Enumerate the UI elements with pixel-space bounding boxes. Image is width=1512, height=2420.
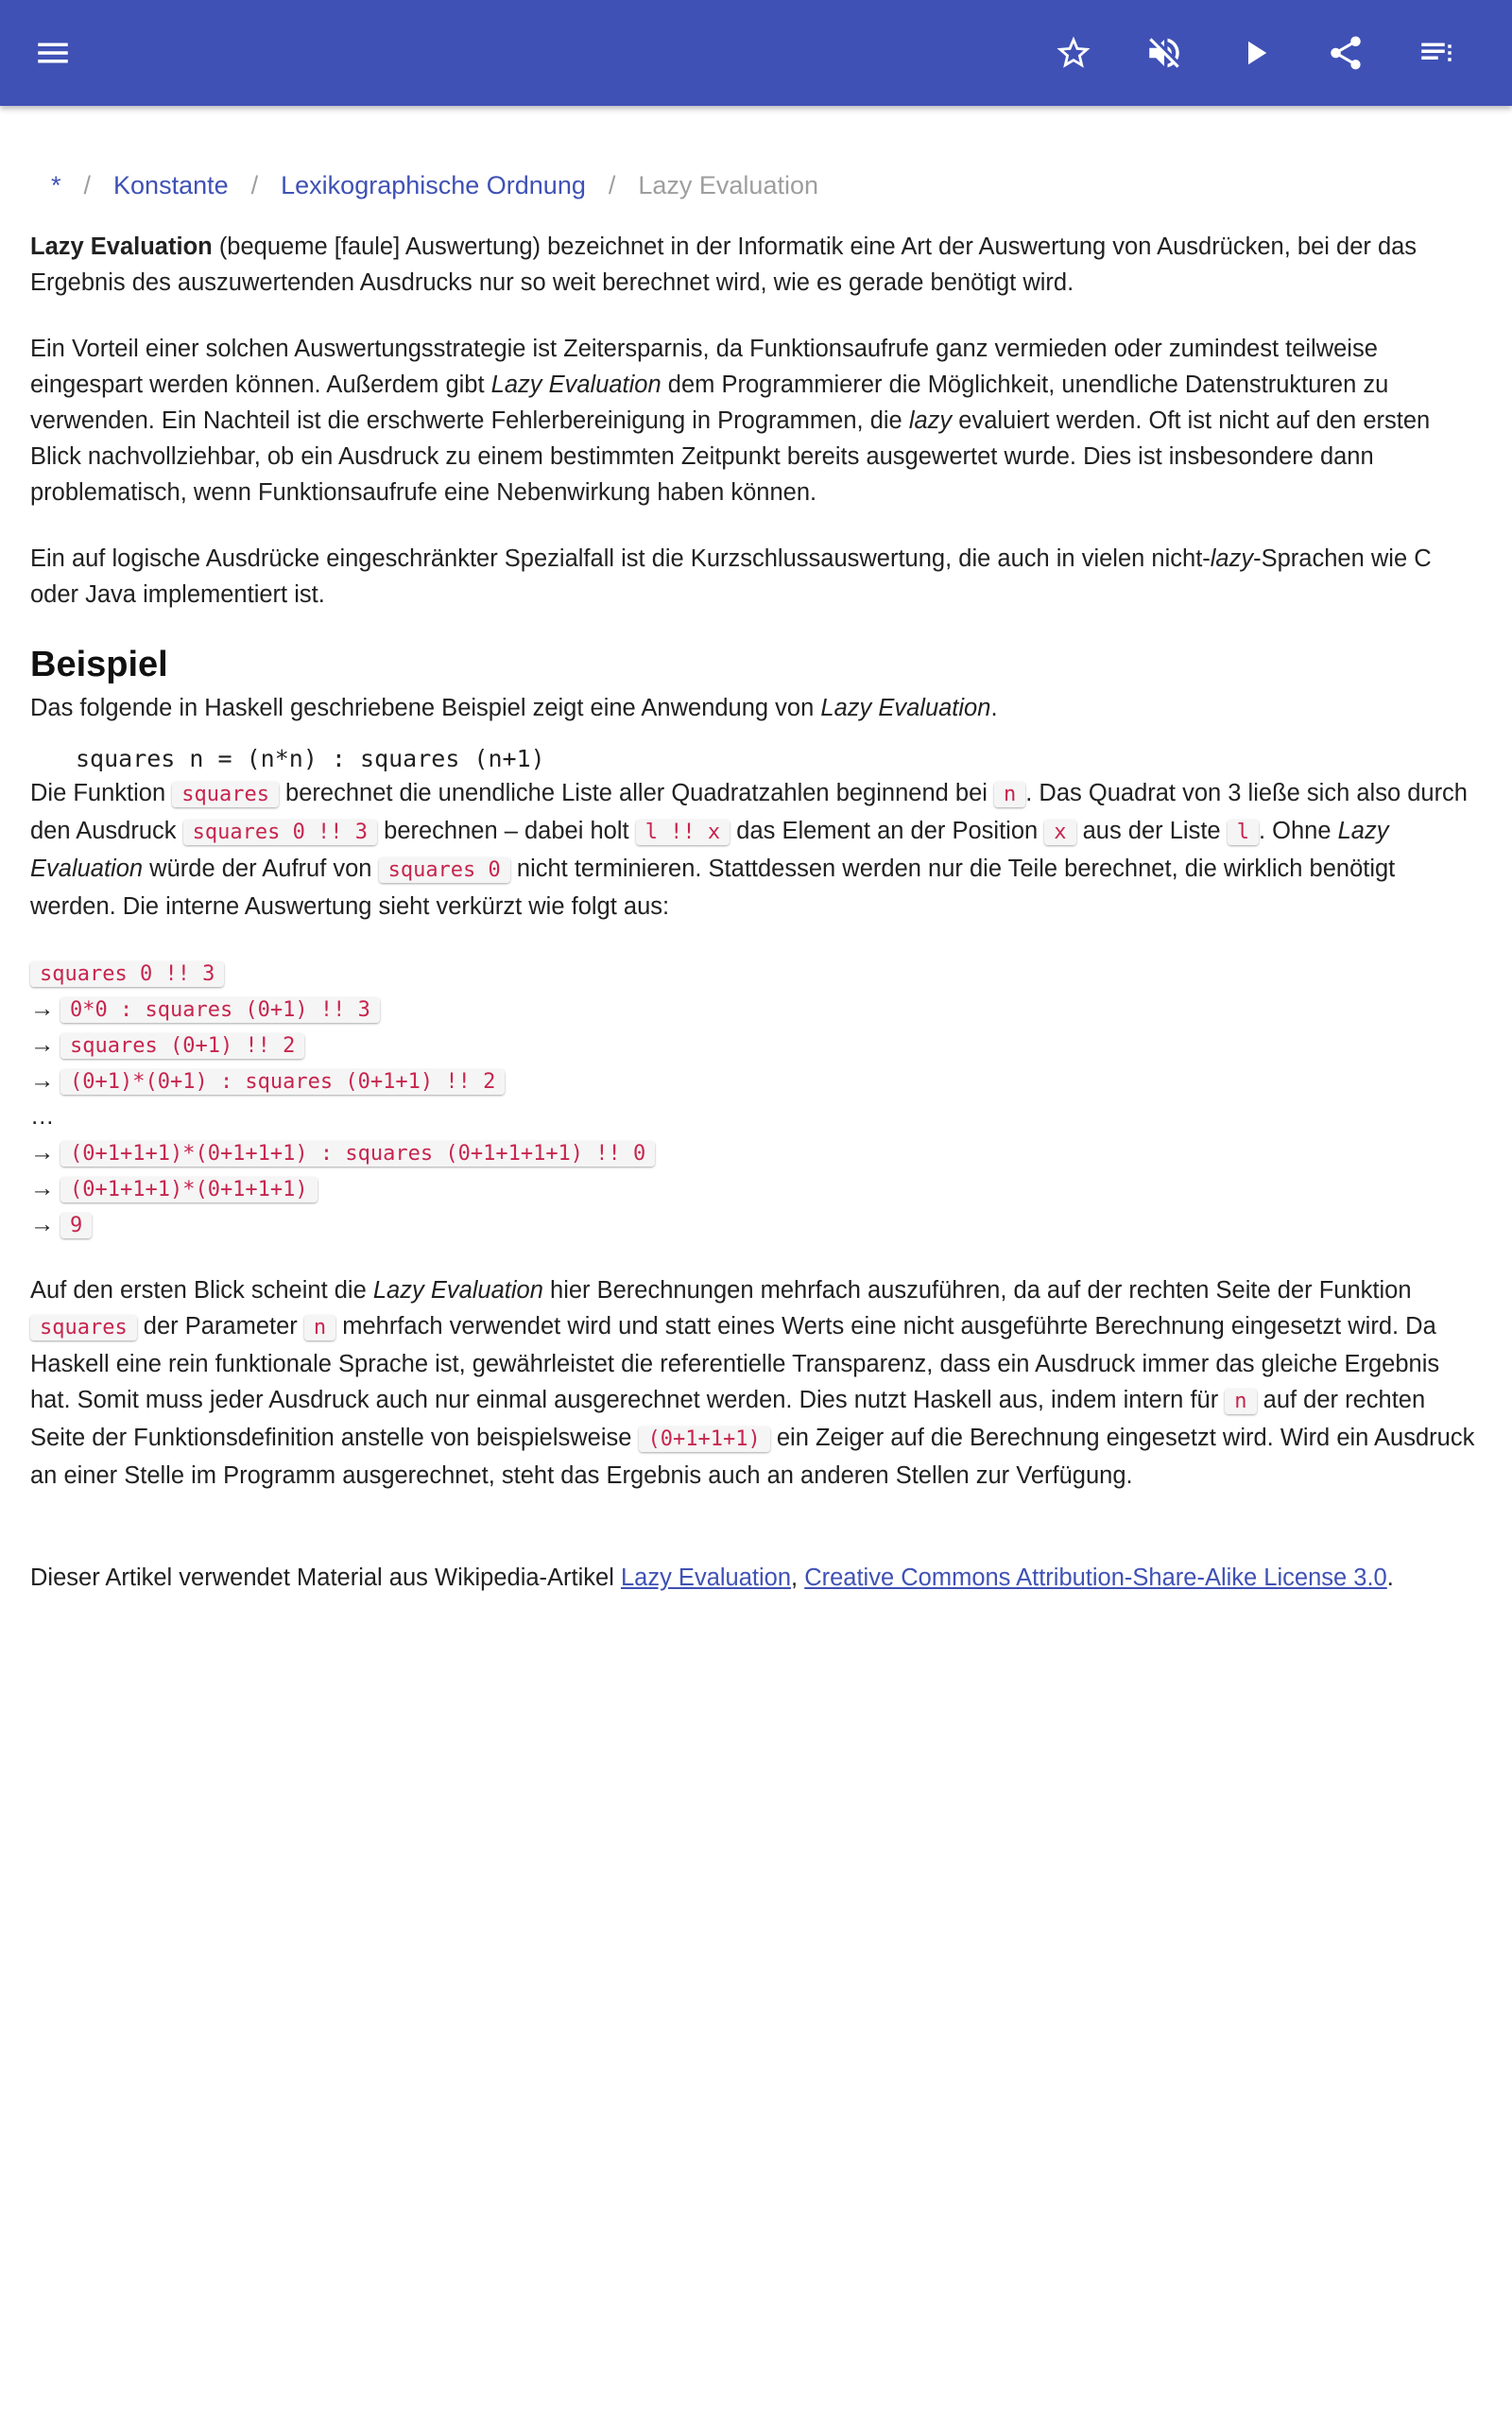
text: . Das Quadrat von 3 ließe sich also durch den Ausdruck bbox=[30, 780, 1468, 844]
step-line bbox=[30, 1063, 1486, 1098]
breadcrumb-separator: / bbox=[250, 171, 259, 199]
step-line bbox=[30, 1206, 1486, 1242]
menu-icon[interactable] bbox=[26, 26, 79, 79]
text: das Element an der Position bbox=[730, 818, 1045, 844]
italic-term: lazy bbox=[908, 407, 953, 434]
text: berechnen – dabei holt bbox=[377, 818, 636, 844]
text: -Sprachen wie C oder Java implementiert ist. bbox=[30, 545, 1432, 608]
arrow-icon: → bbox=[30, 1175, 55, 1201]
wikipedia-article-link[interactable]: Lazy Evaluation bbox=[620, 1564, 792, 1591]
section-heading: Beispiel bbox=[30, 645, 168, 684]
play-icon[interactable] bbox=[1228, 26, 1281, 79]
text: . Ohne bbox=[1258, 818, 1338, 844]
inline-code: l !! x bbox=[636, 820, 730, 845]
text: evaluiert werden. Oft ist nicht auf den ersten Blick nachvollziehbar, ob ein Ausdruck zu einem bestimmten Zeitpunkt bereits ausgewertet wurde. Dies ist insbesondere dann problematisch, wenn Funktionsaufrufe eine Nebenwirkung haben können. bbox=[30, 407, 1431, 506]
text: . bbox=[990, 695, 998, 721]
text: Ein auf logische Ausdrücke eingeschränkter Spezialfall ist die Kurzschlussauswertung, die auch in vielen nicht- bbox=[30, 545, 1211, 572]
code-block: squares n = (n*n) : squares (n+1) bbox=[76, 745, 545, 772]
inline-code: n bbox=[1225, 1389, 1256, 1414]
text: Die Funktion bbox=[30, 780, 173, 806]
share-icon[interactable] bbox=[1319, 26, 1372, 79]
step-code: 9 bbox=[60, 1213, 92, 1238]
arrow-icon: → bbox=[30, 1067, 55, 1094]
license-link[interactable]: Creative Commons Attribution-Share-Alike License 3.0 bbox=[804, 1564, 1387, 1591]
term-bold: Lazy Evaluation bbox=[30, 233, 213, 260]
volume-off-icon[interactable] bbox=[1138, 26, 1191, 79]
text: Dieser Artikel verwendet Material aus Wikipedia-Artikel bbox=[30, 1564, 621, 1591]
footer-attribution bbox=[30, 1560, 1486, 1596]
step-code: (0+1+1+1)*(0+1+1+1) bbox=[60, 1177, 318, 1202]
article-content bbox=[30, 142, 1486, 1626]
inline-code: squares 0 !! 3 bbox=[183, 820, 377, 845]
text: , bbox=[791, 1564, 805, 1591]
arrow-icon: → bbox=[30, 1031, 55, 1058]
text: dem Programmierer die Möglichkeit, unendliche Datenstrukturen zu verwenden. Ein Nachteil ist die erschwerte Fehlerbereinigung in Programmen, die bbox=[30, 372, 1389, 434]
text: mehrfach verwendet wird und statt eines Werts eine nicht ausgeführte Berechnung eingesetzt wird. Da Haskell eine rein funktionale Sprache ist, gewährleistet die referentielle Transparenz, dass ein Ausdruck immer das gleiche Ergebnis hat. Somit muss jeder Ausdruck auch nur einmal ausgerechnet werden. Dies nutzt Haskell aus, indem intern für bbox=[30, 1313, 1440, 1413]
text: Ein Vorteil einer solchen Auswertungsstrategie ist Zeitersparnis, da Funktionsaufrufe ganz vermieden oder zumindest teilweise eingespart werden können. Außerdem gibt bbox=[30, 336, 1378, 398]
app-bar bbox=[0, 0, 1512, 106]
step-line bbox=[30, 991, 1486, 1027]
breadcrumb-item-lexikographische-ordnung[interactable]: Lexikographische Ordnung bbox=[281, 171, 586, 199]
example-intro bbox=[30, 690, 1486, 726]
breadcrumb-separator: / bbox=[83, 171, 92, 199]
inline-code: x bbox=[1044, 820, 1075, 845]
text: würde der Aufruf von bbox=[143, 856, 379, 882]
text: der Parameter bbox=[136, 1313, 304, 1340]
text: berechnet die unendliche Liste aller Quadratzahlen beginnend bei bbox=[278, 780, 995, 806]
text: ein Zeiger auf die Berechnung eingesetzt wird. Wird ein Ausdruck an einer Stelle im Programm ausgerechnet, steht das Ergebnis auch an anderen Stellen zur Verfügung. bbox=[30, 1425, 1475, 1489]
inline-code: (0+1+1+1) bbox=[639, 1426, 770, 1452]
step-code: (0+1)*(0+1) : squares (0+1+1) !! 2 bbox=[60, 1069, 505, 1095]
step-code: (0+1+1+1)*(0+1+1+1) : squares (0+1+1+1+1) !! 0 bbox=[60, 1141, 655, 1167]
text: aus der Liste bbox=[1075, 818, 1228, 844]
step-line bbox=[30, 1134, 1486, 1170]
arrow-icon: → bbox=[30, 1211, 55, 1237]
paragraph-advantages bbox=[30, 331, 1486, 510]
inline-code: squares bbox=[172, 782, 279, 807]
inline-code: n bbox=[304, 1315, 335, 1340]
text: Auf den ersten Blick scheint die bbox=[30, 1277, 373, 1304]
paragraph-explanation bbox=[30, 775, 1486, 925]
italic-term: lazy bbox=[1210, 545, 1254, 572]
text: nicht terminieren. Stattdessen werden nur die Teile berechnet, die wirklich benötigt werden. Die interne Auswertung sieht verkürzt wie folgt aus: bbox=[30, 856, 1396, 920]
italic-term: Lazy Evaluation bbox=[372, 1277, 543, 1304]
breadcrumb-separator: / bbox=[608, 171, 616, 199]
text: hier Berechnungen mehrfach auszuführen, da auf der rechten Seite der Funktion bbox=[542, 1277, 1412, 1304]
inline-code: squares 0 bbox=[379, 857, 510, 883]
breadcrumb-item-konstante[interactable]: Konstante bbox=[113, 171, 229, 199]
paragraph-analysis bbox=[30, 1272, 1486, 1494]
inline-code: squares bbox=[30, 1315, 137, 1340]
breadcrumb-item-root[interactable]: * bbox=[51, 171, 61, 199]
step-line bbox=[30, 1027, 1486, 1063]
italic-term: Lazy Evaluation bbox=[490, 372, 662, 398]
step-line bbox=[30, 955, 1486, 991]
evaluation-steps bbox=[30, 955, 1486, 1242]
inline-code: l bbox=[1228, 820, 1259, 845]
step-code: 0*0 : squares (0+1) !! 3 bbox=[60, 997, 380, 1023]
step-line bbox=[30, 1170, 1486, 1206]
breadcrumb-current: Lazy Evaluation bbox=[638, 171, 818, 199]
text: (bequeme [faule] Auswertung) bezeichnet in der Informatik eine Art der Auswertung von Ausdrücken, bei der das Ergebnis des auszuwertenden Ausdrucks nur so weit berechnet wird, wie es gerade benötigt wird. bbox=[30, 233, 1418, 296]
text: auf der rechten Seite der Funktionsdefinition anstelle von beispielsweise bbox=[30, 1387, 1426, 1451]
paragraph-intro bbox=[30, 229, 1486, 301]
inline-code: n bbox=[994, 782, 1025, 807]
text: Das folgende in Haskell geschriebene Beispiel zeigt eine Anwendung von bbox=[30, 695, 821, 721]
arrow-icon: → bbox=[30, 1139, 55, 1166]
paragraph-special-case bbox=[30, 541, 1486, 613]
step-code: squares (0+1) !! 2 bbox=[60, 1033, 304, 1059]
italic-term: Lazy Evaluation bbox=[30, 818, 1389, 882]
italic-term: Lazy Evaluation bbox=[820, 695, 991, 721]
arrow-icon: → bbox=[30, 995, 55, 1022]
step-code: squares 0 !! 3 bbox=[30, 961, 224, 987]
breadcrumb bbox=[30, 142, 1486, 229]
playlist-icon[interactable] bbox=[1410, 26, 1463, 79]
star-outline-icon[interactable] bbox=[1047, 26, 1100, 79]
step-ellipsis: … bbox=[30, 1103, 55, 1130]
text: . bbox=[1386, 1564, 1394, 1591]
